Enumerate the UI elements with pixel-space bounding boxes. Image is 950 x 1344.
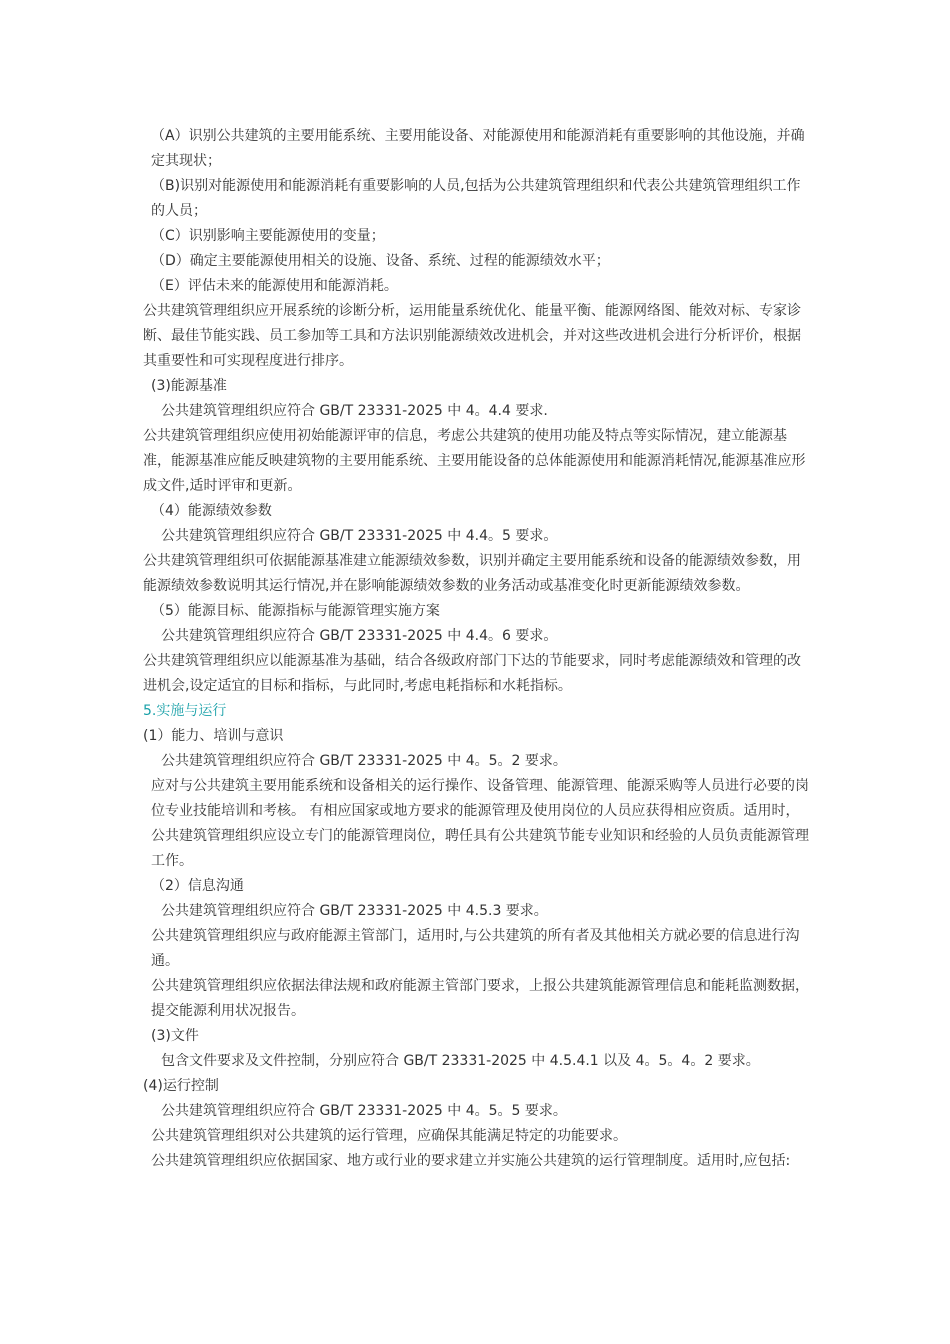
item-d: （D）确定主要能源使用相关的设施、设备、系统、过程的能源绩效水平； [151,253,610,269]
section-energy-baseline: (3)能源基准 [151,378,227,394]
performance-parameters-body: 公共建筑管理组织可依据能源基准建立能源绩效参数，识别并确定主要用能系统和设备的能源绩效参数，用能源绩效参数说明其运行情况,并在影响能源绩效参数的业务活动或基准变化时更新能源绩效参数。 [143,553,801,594]
section-performance-parameters: （4）能源绩效参数 [151,503,272,519]
section-documents: (3)文件 [151,1028,199,1044]
item-a: （A）识别公共建筑的主要用能系统、主要用能设备、对能源使用和能源消耗有重要影响的其他设施，并确定其现状； [151,128,805,169]
communication-requirement: 公共建筑管理组织应符合 GB/T 23331-2025 中 4.5.3 要求。 [161,903,548,919]
competence-training-body: 应对与公共建筑主要用能系统和设备相关的运行操作、设备管理、能源管理、能源采购等人员进行必要的岗位专业技能培训和考核。 有相应国家或地方要求的能源管理及使用岗位的人员应获得相应资质。适用时，公共建筑管理组织应设立专门的能源管理岗位，聘任具有公共建筑节能专业知识和经验的人员负责能源管理工作。 [151,778,809,869]
communication-body-2: 公共建筑管理组织应依据法律法规和政府能源主管部门要求，上报公共建筑能源管理信息和能耗监测数据，提交能源利用状况报告。 [151,978,809,1019]
energy-baseline-requirement: 公共建筑管理组织应符合 GB/T 23331-2025 中 4。4.4 要求. [161,403,548,419]
diagnosis-paragraph: 公共建筑管理组织应开展系统的诊断分析，运用能量系统优化、能量平衡、能源网络图、能效对标、专家诊断、最佳节能实践、员工参加等工具和方法识别能源绩效改进机会，并对这些改进机会进行分析评价，根据其重要性和可实现程度进行排序。 [143,303,801,369]
energy-targets-body: 公共建筑管理组织应以能源基准为基础，结合各级政府部门下达的节能要求，同时考虑能源绩效和管理的改进机会,设定适宜的目标和指标，与此同时,考虑电耗指标和水耗指标。 [143,653,801,694]
item-b: （B)识别对能源使用和能源消耗有重要影响的人员,包括为公共建筑管理组织和代表公共建筑管理组织工作的人员； [151,178,801,219]
operation-control-body-2: 公共建筑管理组织应依据国家、地方或行业的要求建立并实施公共建筑的运行管理制度。适用时,应包括: [151,1153,791,1169]
section-energy-targets: （5）能源目标、能源指标与能源管理实施方案 [151,603,440,619]
energy-targets-requirement: 公共建筑管理组织应符合 GB/T 23331-2025 中 4.4。6 要求。 [161,628,558,644]
operation-control-requirement: 公共建筑管理组织应符合 GB/T 23331-2025 中 4。5。5 要求。 [161,1103,567,1119]
performance-parameters-requirement: 公共建筑管理组织应符合 GB/T 23331-2025 中 4.4。5 要求。 [161,528,558,544]
section-communication: （2）信息沟通 [151,878,244,894]
operation-control-body-1: 公共建筑管理组织对公共建筑的运行管理，应确保其能满足特定的功能要求。 [151,1128,627,1144]
heading-implementation: 5.实施与运行 [143,703,227,719]
communication-body-1: 公共建筑管理组织应与政府能源主管部门，适用时,与公共建筑的所有者及其他相关方就必要的信息进行沟通。 [151,928,800,969]
competence-training-requirement: 公共建筑管理组织应符合 GB/T 23331-2025 中 4。5。2 要求。 [161,753,567,769]
section-competence-training: (1）能力、培训与意识 [143,728,284,744]
documents-requirement: 包含文件要求及文件控制，分别应符合 GB/T 23331-2025 中 4.5.4.1 以及 4。5。4。2 要求。 [161,1053,760,1069]
item-c: （C）识别影响主要能源使用的变量； [151,228,385,244]
energy-baseline-body: 公共建筑管理组织应使用初始能源评审的信息，考虑公共建筑的使用功能及特点等实际情况，建立能源基准，能源基准应能反映建筑物的主要用能系统、主要用能设备的总体能源使用和能源消耗情况,能源基准应形成文件,适时评审和更新。 [143,428,806,494]
document-page [143,124,811,1174]
item-e: （E）评估未来的能源使用和能源消耗。 [151,278,398,294]
section-operation-control: (4)运行控制 [143,1078,219,1094]
